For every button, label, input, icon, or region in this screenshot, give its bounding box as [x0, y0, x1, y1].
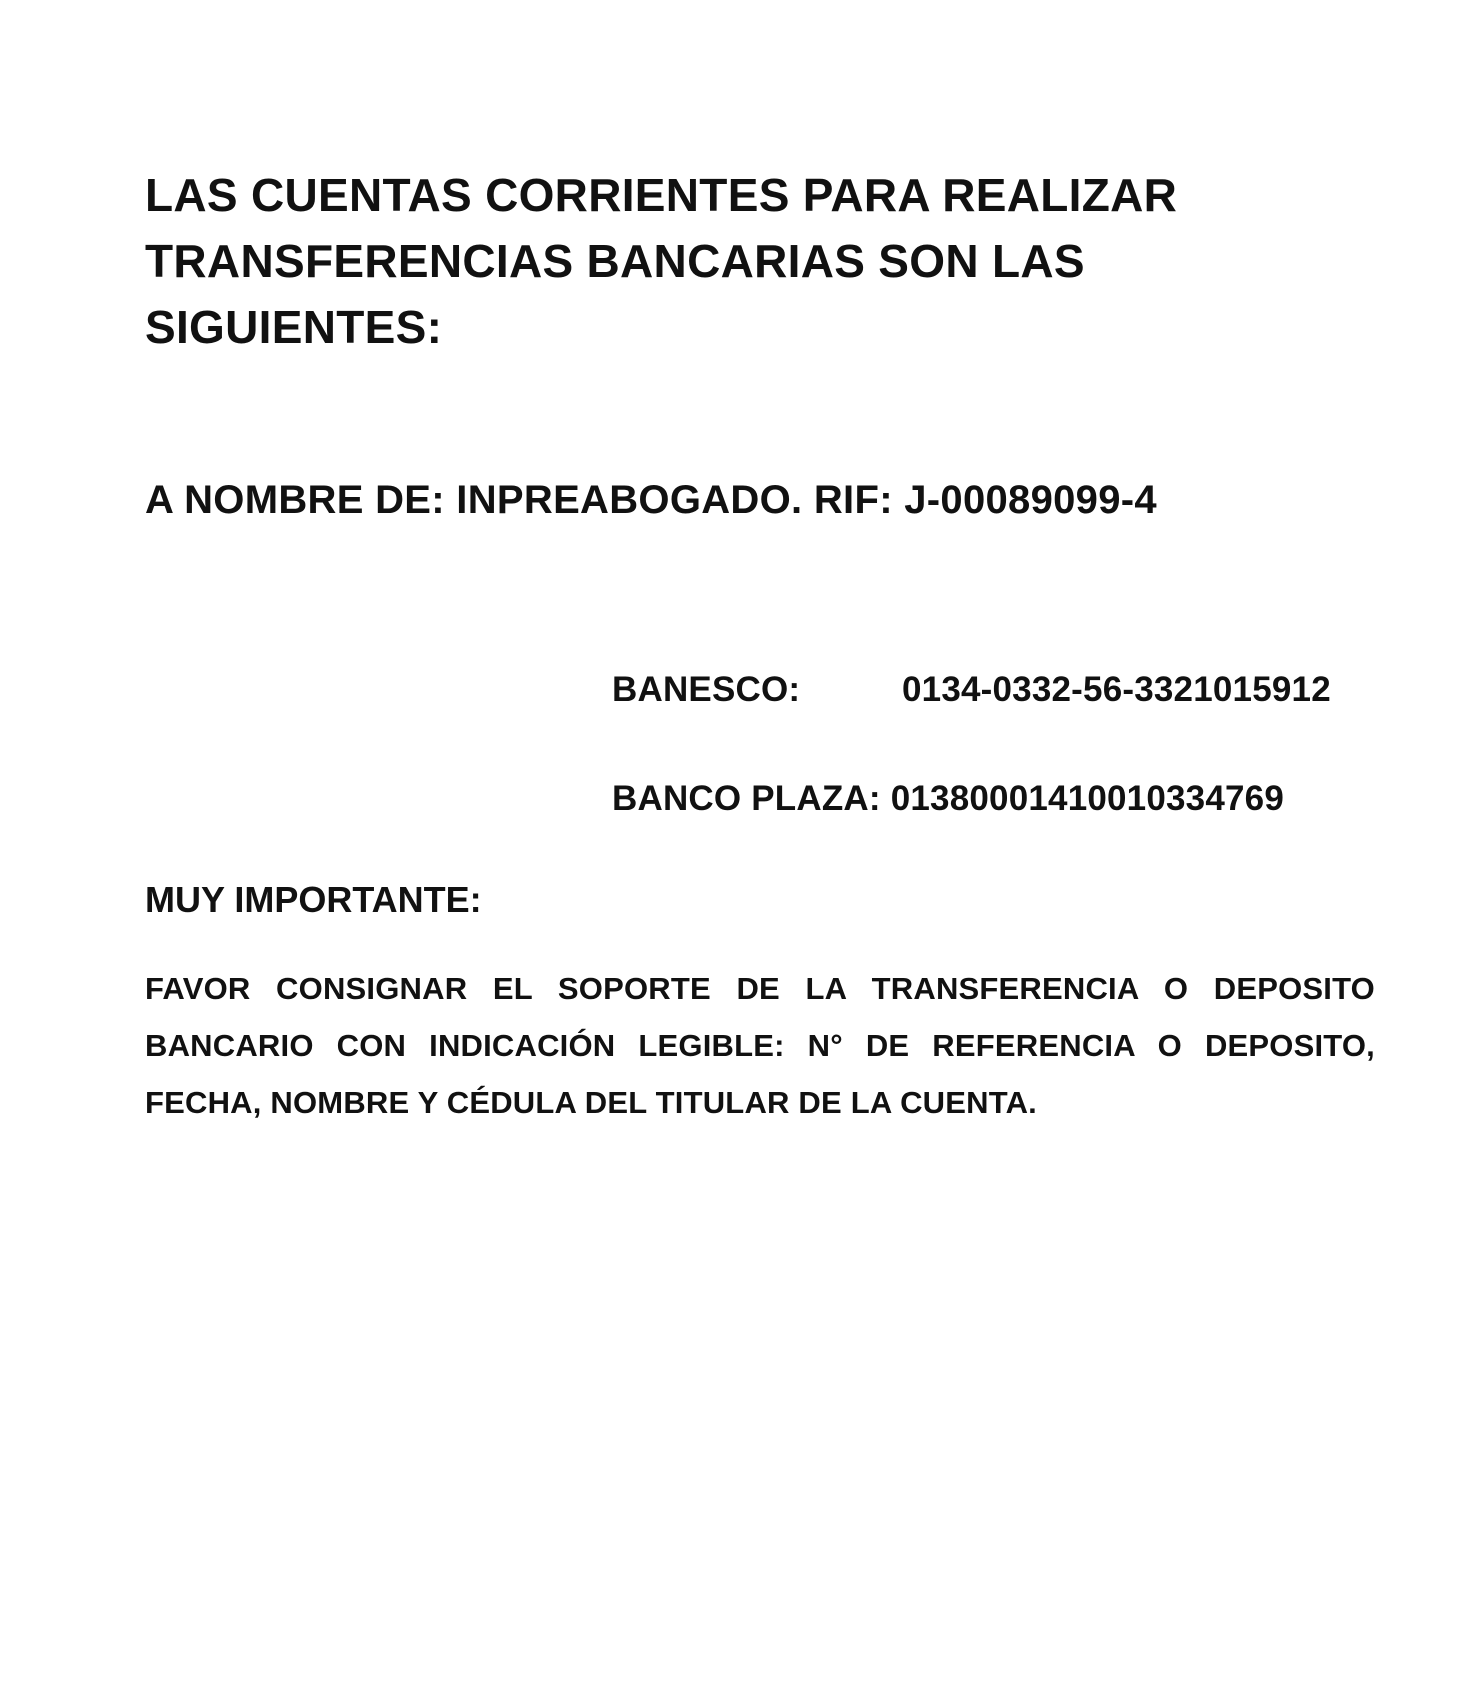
notice-paragraph — [145, 960, 1375, 1131]
page-heading — [145, 162, 1295, 360]
heading-line-1: LAS CUENTAS CORRIENTES PARA REALIZAR — [145, 169, 1178, 221]
notice-line-1: FAVOR CONSIGNAR EL SOPORTE DE LA TRANSFERENCIA O DEPOSITO — [145, 971, 1375, 1006]
heading-line-2: TRANSFERENCIAS BANCARIAS SON LAS — [145, 235, 1085, 287]
heading-line-3: SIGUIENTES: — [145, 301, 443, 353]
beneficiary-line: A NOMBRE DE: INPREABOGADO. RIF: J-00089099-4 — [145, 478, 1157, 522]
account-number: 01380001410010334769 — [890, 779, 1285, 818]
notice-line-3: FECHA, NOMBRE Y CÉDULA DEL TITULAR DE LA CUENTA. — [145, 1085, 1037, 1120]
notice-line-2: BANCARIO CON INDICACIÓN LEGIBLE: N° DE REFERENCIA O DEPOSITO, — [145, 1028, 1375, 1063]
account-number: 0134-0332-56-3321015912 — [902, 670, 1331, 709]
account-row-banco-plaza — [612, 777, 1284, 821]
account-row-banesco — [612, 668, 1331, 712]
bank-name: BANESCO: — [612, 670, 801, 709]
important-title: MUY IMPORTANTE: — [145, 879, 482, 920]
bank-name: BANCO PLAZA: — [612, 779, 881, 818]
